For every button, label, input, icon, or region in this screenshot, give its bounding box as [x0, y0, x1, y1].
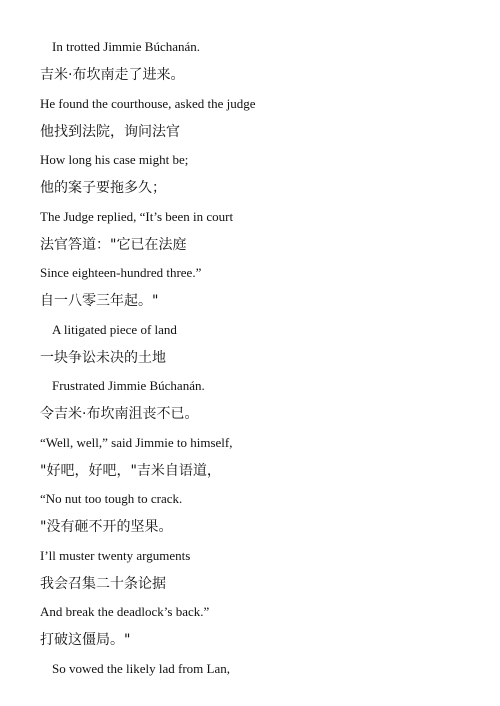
- poem-line-en: And break the deadlock’s back.”: [40, 604, 210, 619]
- poem-line-zh: "没有砸不开的坚果。: [40, 519, 173, 536]
- poem-line-zh: 打破这僵局。": [40, 632, 131, 649]
- poem-line-en: How long his case might be;: [40, 152, 189, 167]
- poem-line-en: “Well, well,” said Jimmie to himself,: [40, 434, 233, 450]
- poem-line-zh: 他找到法院，询问法官: [40, 123, 180, 140]
- poem-line-zh: 法官答道："它已在法庭: [40, 236, 187, 253]
- poem-line-en: In trotted Jimmie Búchanán.: [52, 39, 201, 54]
- poem-line-en: Since eighteen-hundred three.”: [40, 265, 202, 280]
- poem-line-en: So vowed the likely lad from Lan,: [52, 660, 230, 676]
- poem-line-zh: "好吧，好吧，"吉米自语道，: [40, 462, 221, 479]
- poem-line-en: A litigated piece of land: [52, 321, 177, 337]
- poem-line-zh: 吉米·布坎南走了进来。: [40, 67, 185, 84]
- poem-line-en: He found the courthouse, asked the judge: [40, 95, 256, 111]
- poem-line-en: “No nut too tough to crack.: [40, 491, 183, 506]
- poem-line-zh: 一块争讼未决的土地: [40, 349, 166, 366]
- poem-line-en: I’ll muster twenty arguments: [40, 547, 191, 563]
- poem-line-en: Frustrated Jimmie Búchanán.: [52, 378, 205, 393]
- poem-line-zh: 令吉米·布坎南沮丧不已。: [40, 406, 199, 423]
- poem-line-en: The Judge replied, “It’s been in court: [40, 208, 234, 224]
- poem-line-zh: 我会召集二十条论据: [40, 575, 166, 592]
- poem-line-zh: 自一八零三年起。": [40, 293, 159, 310]
- poem-line-zh: 他的案子要拖多久；: [40, 180, 166, 197]
